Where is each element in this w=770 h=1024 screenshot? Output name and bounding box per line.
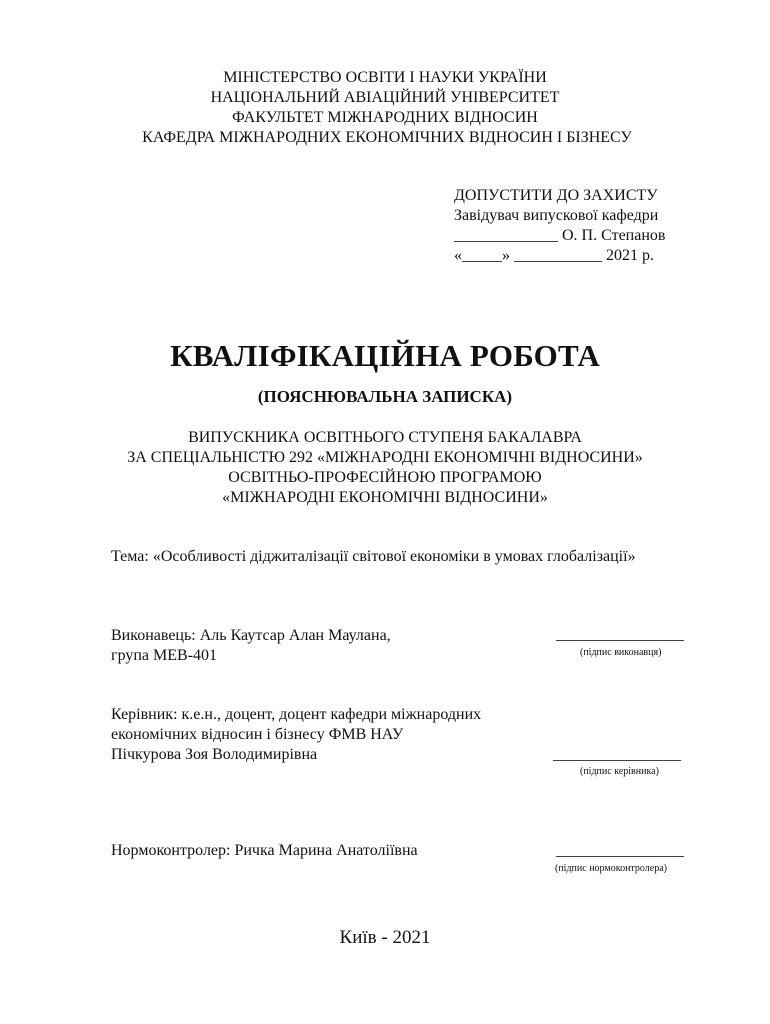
executor-group: група МЕВ-401: [111, 647, 218, 664]
supervisor-signature-line: ________________: [553, 746, 681, 763]
graduate-line-specialty: ЗА СПЕЦІАЛЬНІСТЮ 292 «МІЖНАРОДНІ ЕКОНОМІЧНІ ВІДНОСИНИ»: [127, 449, 643, 466]
approval-line-admit: ДОПУСТИТИ ДО ЗАХИСТУ: [454, 187, 658, 204]
executor-signature-line: ________________: [556, 626, 684, 643]
graduate-line-program-name: «МІЖНАРОДНІ ЕКОНОМІЧНІ ВІДНОСИНИ»: [222, 489, 548, 506]
normocontroller-signature-line: ________________: [556, 842, 684, 859]
approval-block: [454, 186, 665, 266]
header-line-department: КАФЕДРА МІЖНАРОДНИХ ЕКОНОМІЧНИХ ВІДНОСИН І БІЗНЕСУ: [142, 129, 632, 146]
normocontroller-signature-caption: (підпис нормоконтролера): [555, 863, 667, 874]
approval-line-date: «_____» ___________ 2021 р.: [454, 247, 654, 264]
supervisor-name: Пічкурова Зоя Володимирівна: [111, 746, 318, 763]
city-year: Київ - 2021: [339, 927, 431, 948]
graduate-line-program-label: ОСВІТНЬО-ПРОФЕСІЙНОЮ ПРОГРАМОЮ: [228, 469, 542, 486]
ministry-header: [0, 68, 770, 148]
supervisor-signature-caption: (підпис керівника): [580, 766, 659, 777]
executor-signature-caption: (підпис виконавця): [580, 647, 662, 658]
header-line-university: НАЦІОНАЛЬНИЙ АВІАЦІЙНИЙ УНІВЕРСИТЕТ: [210, 89, 560, 106]
normocontroller-name: Нормоконтролер: Ричка Марина Анатоліївна: [111, 842, 418, 859]
executor-name: Виконавець: Аль Каутсар Алан Маулана,: [111, 627, 391, 644]
header-line-ministry: МІНІСТЕРСТВО ОСВІТИ І НАУКИ УКРАЇНИ: [223, 69, 547, 86]
document-subtitle: (ПОЯСНЮВАЛЬНА ЗАПИСКА): [257, 387, 513, 406]
approval-line-head: Завідувач випускової кафедри: [454, 207, 659, 224]
supervisor-title: Керівник: к.е.н., доцент, доцент кафедри міжнародних: [111, 706, 482, 723]
document-title: КВАЛІФІКАЦІЙНА РОБОТА: [170, 338, 600, 373]
graduate-line-degree: ВИПУСКНИКА ОСВІТНЬОГО СТУПЕНЯ БАКАЛАВРА: [188, 429, 582, 446]
executor-block: [111, 626, 391, 666]
graduate-info: [0, 428, 770, 508]
supervisor-department: економічних відносин і бізнесу ФМВ НАУ: [111, 726, 404, 743]
thesis-topic: Тема: «Особливості діджиталізації світової економіки в умовах глобалізації»: [111, 548, 636, 565]
approval-line-signature: _____________ О. П. Степанов: [454, 227, 666, 244]
header-line-faculty: ФАКУЛЬТЕТ МІЖНАРОДНИХ ВІДНОСИН: [232, 109, 538, 126]
supervisor-block: [111, 705, 481, 765]
